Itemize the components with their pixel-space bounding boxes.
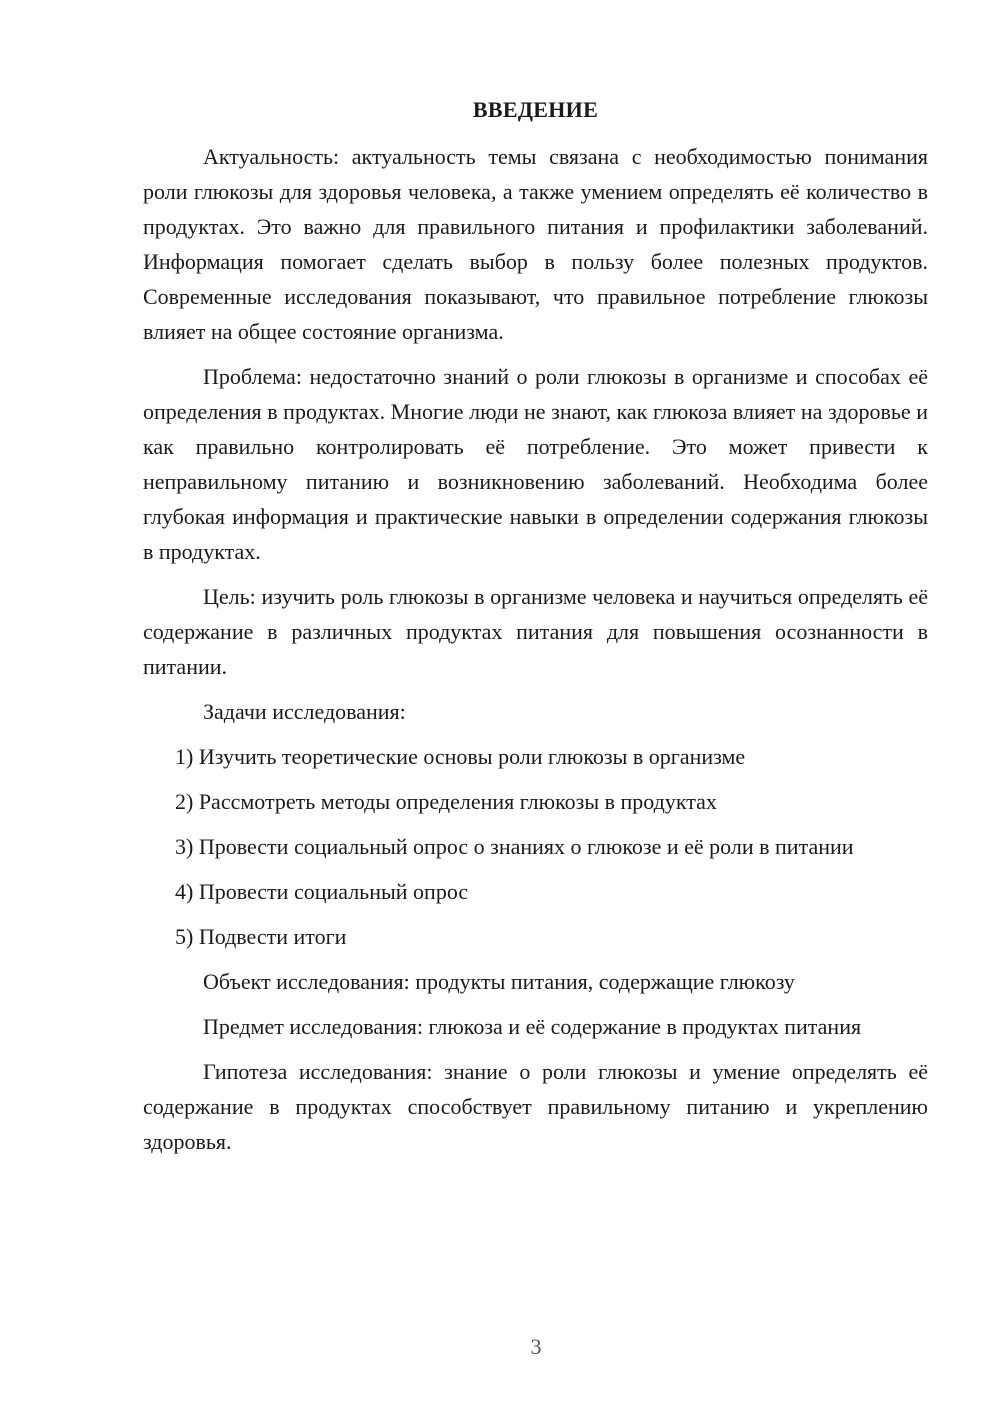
tasks-title: Задачи исследования: (203, 699, 406, 724)
list-item: 5) Подвести итоги (175, 924, 347, 949)
paragraph-problem: Проблема: недостаточно знаний о роли глюкозы в организме и способах её определения в продуктах. Многие люди не знают, как глюкоза влияет на здоровье и как правильно контролировать её потребление. Это может привести к неправильному питанию и возникновению заболеваний. Необходима более глубокая информация и практические навыки в определении содержания глюкозы в продуктах. (143, 364, 928, 564)
paragraph-hypothesis: Гипотеза исследования: знание о роли глюкозы и умение определять её содержание в продуктах способствует правильному питанию и укреплению здоровья. (143, 1059, 928, 1154)
page-content (143, 92, 928, 1169)
list-item: 2) Рассмотреть методы определения глюкозы в продуктах (175, 789, 717, 814)
paragraph-relevance: Актуальность: актуальность темы связана с необходимостью понимания роли глюкозы для здоровья человека, а также умением определять её количество в продуктах. Это важно для правильного питания и профилактики заболеваний. Информация помогает сделать выбор в пользу более полезных продуктов. Современные исследования показывают, что правильное потребление глюкозы влияет на общее состояние организма. (143, 144, 928, 344)
paragraph-subject: Предмет исследования: глюкоза и её содержание в продуктах питания (203, 1014, 862, 1039)
list-item: 4) Провести социальный опрос (175, 879, 469, 904)
section-heading: ВВЕДЕНИЕ (472, 97, 599, 122)
paragraph-object: Объект исследования: продукты питания, содержащие глюкозу (203, 969, 795, 994)
tasks-list (143, 739, 928, 954)
list-item: 1) Изучить теоретические основы роли глюкозы в организме (175, 744, 746, 769)
list-item: 3) Провести социальный опрос о знаниях о глюкозе и её роли в питании (175, 834, 854, 859)
page-number: 3 (530, 1334, 542, 1359)
paragraph-goal: Цель: изучить роль глюкозы в организме человека и научиться определять её содержание в различных продуктах питания для повышения осознанности в питании. (143, 584, 928, 679)
